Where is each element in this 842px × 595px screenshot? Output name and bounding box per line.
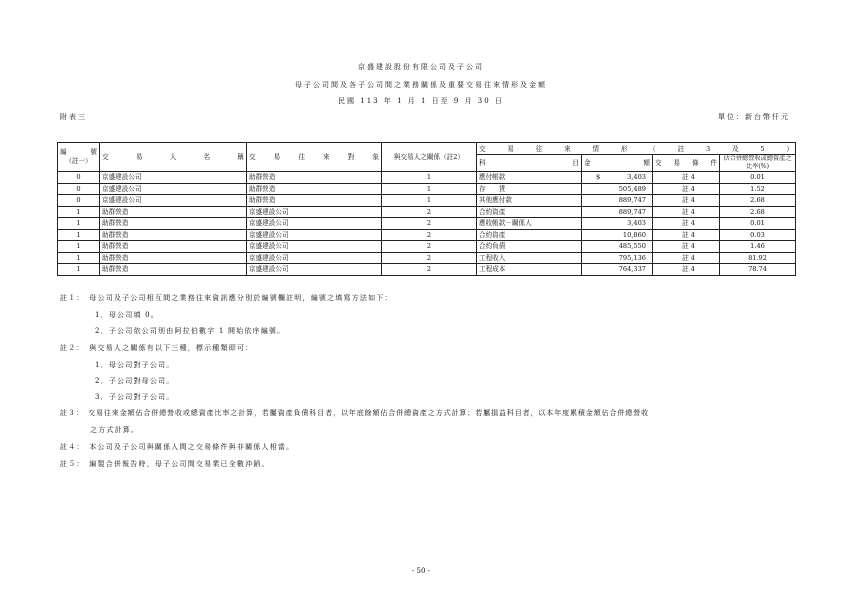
table-row	[58, 195, 796, 207]
cell-trader: 京盛建設公司	[100, 195, 247, 207]
cell-ratio: 1.52	[720, 183, 796, 195]
table-row	[58, 183, 796, 195]
header-amount: 金 額	[582, 155, 653, 172]
page-number: - 50 -	[411, 567, 431, 575]
cell-relation: 2	[382, 241, 477, 253]
cell-no: 1	[58, 241, 100, 253]
cell-no: 1	[58, 206, 100, 218]
cell-counterparty: 助群營造	[247, 172, 382, 184]
note-2-item-2: 2．子公司對母公司。	[95, 377, 175, 385]
cell-counterparty: 京盛建設公司	[247, 218, 382, 230]
amount-value: 485,550	[618, 242, 646, 251]
cell-amount	[582, 229, 653, 241]
cell-terms: 註 4	[653, 183, 720, 195]
cell-no: 1	[58, 218, 100, 230]
header-terms: 交 易 條 件	[653, 155, 720, 172]
cell-terms: 註 4	[653, 241, 720, 253]
cell-ratio: 1.46	[720, 241, 796, 253]
amount-value: 889,747	[618, 196, 646, 205]
cell-no: 0	[58, 183, 100, 195]
header-trader: 交 易 人 名 稱	[100, 143, 247, 172]
note-3-cont: 之方式計算。	[90, 426, 140, 434]
amount-value: 10,860	[622, 230, 646, 239]
cell-amount	[582, 172, 653, 184]
note-2-item-1: 1．母公司對子公司。	[95, 361, 175, 369]
cell-item: 工程成本	[477, 264, 582, 276]
cell-relation: 2	[382, 218, 477, 230]
note-1-item-2: 2．子公司依公司別由阿拉伯數字 1 開始依序編號。	[95, 327, 286, 335]
amount-value: 3,403	[627, 219, 646, 228]
header-no: 編 號 （註一）	[58, 143, 100, 172]
note-2: 註２： 與交易人之關係有以下三種，標示種類即可：	[60, 344, 254, 352]
cell-relation: 2	[382, 264, 477, 276]
cell-counterparty: 助群營造	[247, 195, 382, 207]
cell-relation: 1	[382, 195, 477, 207]
cell-amount	[582, 264, 653, 276]
currency-symbol: $	[596, 173, 601, 182]
cell-item: 合約資產	[477, 206, 582, 218]
table-row	[58, 206, 796, 218]
cell-counterparty: 京盛建設公司	[247, 252, 382, 264]
amount-value: 795,136	[618, 253, 646, 262]
cell-terms: 註 4	[653, 195, 720, 207]
table-row	[58, 264, 796, 276]
cell-terms: 註 4	[653, 252, 720, 264]
header-item: 科 目	[477, 155, 582, 172]
cell-terms: 註 4	[653, 172, 720, 184]
cell-counterparty: 助群營造	[247, 183, 382, 195]
amount-value: 505,489	[618, 184, 646, 193]
cell-ratio: 2.68	[720, 195, 796, 207]
cell-no: 1	[58, 229, 100, 241]
header-counterparty: 交 易 往 來 對 象	[247, 143, 382, 172]
cell-item: 應收帳款－關係人	[477, 218, 582, 230]
cell-counterparty: 京盛建設公司	[247, 241, 382, 253]
cell-ratio: 81.92	[720, 252, 796, 264]
table-row	[58, 241, 796, 253]
cell-relation: 1	[382, 172, 477, 184]
transactions-table	[57, 142, 796, 276]
cell-terms: 註 4	[653, 229, 720, 241]
cell-trader: 助群營造	[100, 241, 247, 253]
cell-amount	[582, 195, 653, 207]
cell-trader: 助群營造	[100, 229, 247, 241]
table-row	[58, 218, 796, 230]
cell-no: 0	[58, 172, 100, 184]
note-1-item-1: 1．母公司填 0。	[95, 311, 159, 319]
cell-amount	[582, 183, 653, 195]
cell-trader: 助群營造	[100, 264, 247, 276]
cell-relation: 2	[382, 229, 477, 241]
report-title: 母子公司間及各子公司間之業務關係及重要交易往來情形及金額	[295, 81, 547, 89]
cell-terms: 註 4	[653, 264, 720, 276]
table-row	[58, 172, 796, 184]
cell-no: 1	[58, 264, 100, 276]
cell-ratio: 78.74	[720, 264, 796, 276]
cell-amount	[582, 218, 653, 230]
cell-trader: 京盛建設公司	[100, 183, 247, 195]
cell-item: 存 貨	[477, 183, 582, 195]
amount-value: 889,747	[618, 207, 646, 216]
table-row	[58, 229, 796, 241]
cell-relation: 2	[382, 252, 477, 264]
cell-terms: 註 4	[653, 206, 720, 218]
cell-item: 其他應付款	[477, 195, 582, 207]
cell-trader: 助群營造	[100, 206, 247, 218]
cell-terms: 註 4	[653, 218, 720, 230]
unit-label: 單位：新台幣仟元	[718, 113, 790, 121]
cell-relation: 1	[382, 183, 477, 195]
cell-trader: 京盛建設公司	[100, 172, 247, 184]
note-5: 註５： 編製合併報告時，母子公司間交易業已全數沖銷。	[60, 460, 270, 468]
cell-item: 工程收入	[477, 252, 582, 264]
cell-relation: 2	[382, 206, 477, 218]
header-relation: 與交易人之關係（註2）	[382, 143, 477, 172]
note-1: 註１： 母公司及子公司相互間之業務往來資訊應分別於編號欄註明，編號之填寫方法如下：	[60, 294, 393, 302]
cell-amount	[582, 206, 653, 218]
cell-amount	[582, 252, 653, 264]
cell-ratio: 0.01	[720, 218, 796, 230]
amount-value: 764,337	[618, 265, 646, 274]
cell-no: 0	[58, 195, 100, 207]
note-4: 註４： 本公司及子公司與關係人間之交易條件與非關係人相當。	[60, 443, 295, 451]
header-transaction-group: 交 易 往 來 情 形 （ 註 3 及 5 ）	[477, 143, 796, 155]
cell-no: 1	[58, 252, 100, 264]
header-ratio: 佔合併總營收或總資產之比率(%)	[720, 155, 796, 172]
cell-counterparty: 京盛建設公司	[247, 264, 382, 276]
note-3: 註３： 交易往來金額佔合併總營收或總資產比率之計算，若屬資產負債科目者，以年底餘額佔合併總資產之方式計算；若屬損益科目者，以本年度累積金額佔合併總營收	[60, 409, 649, 417]
table-row	[58, 252, 796, 264]
amount-value: 3,403	[627, 173, 646, 182]
cell-counterparty: 京盛建設公司	[247, 206, 382, 218]
appendix-label: 附表三	[60, 113, 87, 121]
cell-ratio: 0.01	[720, 172, 796, 184]
company-title: 京盛建設股份有限公司及子公司	[358, 63, 484, 71]
cell-ratio: 2.68	[720, 206, 796, 218]
cell-item: 合約負債	[477, 241, 582, 253]
report-period: 民國 113 年 1 月 1 日至 9 月 30 日	[338, 97, 504, 105]
cell-amount	[582, 241, 653, 253]
cell-item: 應付帳款	[477, 172, 582, 184]
note-2-item-3: 3．子公司對子公司。	[95, 393, 175, 401]
cell-ratio: 0.03	[720, 229, 796, 241]
cell-item: 合約資產	[477, 229, 582, 241]
cell-trader: 助群營造	[100, 218, 247, 230]
cell-counterparty: 京盛建設公司	[247, 229, 382, 241]
cell-trader: 助群營造	[100, 252, 247, 264]
